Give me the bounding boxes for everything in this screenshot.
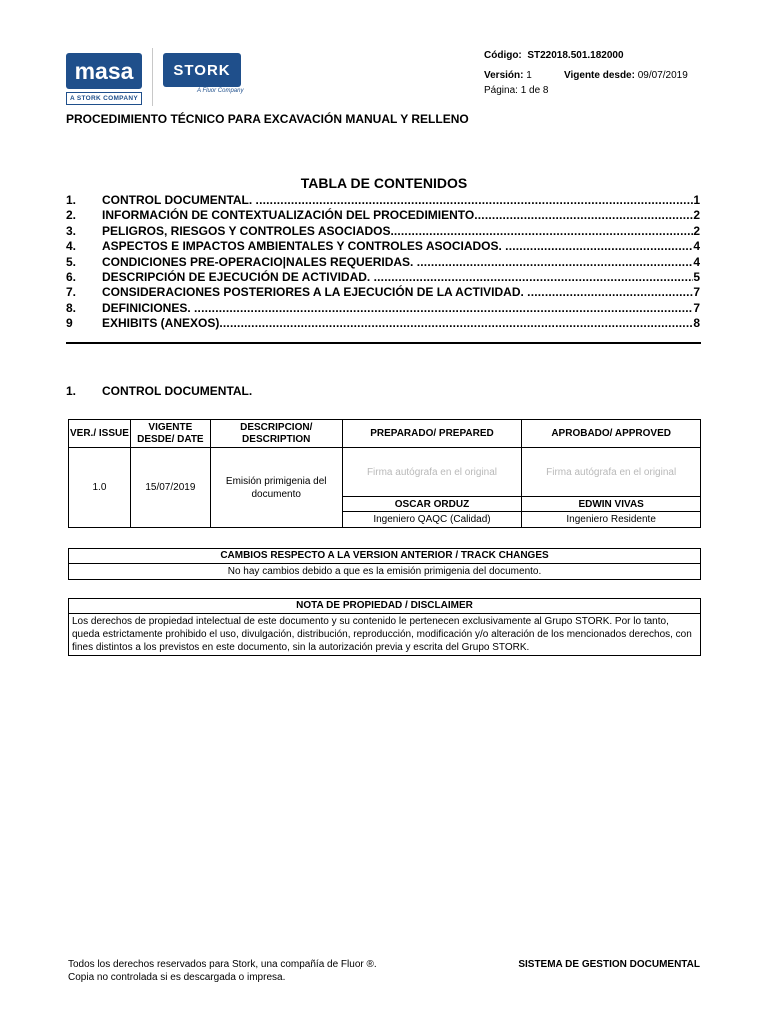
header-vigente: Vigente desde: 09/07/2019 — [564, 70, 688, 81]
header-codigo: Código: ST22018.501.182000 — [484, 50, 624, 61]
signature-preparado: Firma autógrafa en el original — [342, 448, 522, 497]
toc-item[interactable] — [66, 193, 700, 208]
toc-leader-dots — [219, 316, 693, 331]
toc-item-page: 7 — [693, 300, 700, 315]
toc-leader-dots — [194, 301, 693, 316]
track-changes-body: No hay cambios debido a que es la emisión primigenia del documento. — [227, 566, 542, 577]
name-aprobado: EDWIN VIVAS — [522, 497, 701, 512]
toc-title: TABLA DE CONTENIDOS — [300, 175, 468, 191]
toc-item-number: 6. — [66, 269, 77, 284]
toc-item-number: 7. — [66, 285, 77, 300]
toc-item-title: DESCRIPCIÓN DE EJECUCIÓN DE ACTIVIDAD. — [102, 269, 374, 284]
cell-ver: 1.0 — [69, 448, 131, 528]
toc-item[interactable] — [66, 255, 700, 270]
toc-item-page: 8 — [693, 316, 700, 331]
table-of-contents — [66, 193, 700, 332]
toc-item-title: CONDICIONES PRE-OPERACIO|NALES REQUERIDAS. — [102, 254, 417, 269]
toc-leader-dots — [394, 224, 693, 239]
toc-item-number: 2. — [66, 208, 77, 223]
toc-item-title: INFORMACIÓN DE CONTEXTUALIZACIÓN DEL PROCEDIMIENTO — [102, 208, 475, 223]
toc-item-number: 5. — [66, 254, 77, 269]
toc-item-number: 8. — [66, 300, 77, 315]
toc-item-number: 1. — [66, 193, 77, 207]
disclaimer-body: Los derechos de propiedad intelectual de este documento y su contenido le pertenecen exclusivamente al Grupo STORK. Por lo tanto, queda estrictamente prohibido el uso, divulgación, distribución, reproducción, modificación y/o alteración de los mencionados derechos, con fines distintos a los previstos en este documento, sin la autorización previa y escrita del Grupo STORK. — [72, 616, 692, 653]
toc-item[interactable] — [66, 316, 700, 331]
header-aprobado: APROBADO/ APPROVED — [522, 420, 701, 448]
toc-leader-dots — [474, 208, 693, 223]
header-pagina: Página: 1 de 8 — [484, 85, 549, 96]
toc-item-page: 2 — [693, 208, 700, 223]
toc-leader-dots — [256, 193, 694, 208]
divider-line — [66, 342, 701, 344]
disclaimer-title: NOTA DE PROPIEDAD / DISCLAIMER — [69, 599, 700, 614]
footer-system-label: SISTEMA DE GESTION DOCUMENTAL — [518, 959, 700, 970]
toc-item[interactable] — [66, 285, 700, 300]
toc-item-page: 4 — [693, 239, 700, 254]
toc-item[interactable] — [66, 224, 700, 239]
stork-logo-tagline: A Fluor Company — [197, 88, 244, 94]
toc-leader-dots — [417, 255, 694, 270]
toc-item-title: CONTROL DOCUMENTAL. — [102, 193, 256, 207]
toc-item-page: 2 — [693, 223, 700, 238]
toc-item-title: CONSIDERACIONES POSTERIORES A LA EJECUCIÓN DE LA ACTIVIDAD. — [102, 285, 528, 300]
signature-aprobado: Firma autógrafa en el original — [522, 448, 701, 497]
header-preparado: PREPARADO/ PREPARED — [342, 420, 522, 448]
toc-item-title: PELIGROS, RIESGOS Y CONTROLES ASOCIADOS. — [102, 223, 394, 238]
toc-item-number: 4. — [66, 239, 77, 254]
document-title: PROCEDIMIENTO TÉCNICO PARA EXCAVACIÓN MANUAL Y RELLENO — [66, 112, 469, 126]
role-aprobado: Ingeniero Residente — [522, 512, 701, 528]
toc-item[interactable] — [66, 270, 700, 285]
footer-notice: Todos los derechos reservados para Stork, una compañía de Fluor ®. Copia no controlada si es descargada o impresa. — [68, 959, 377, 983]
disclaimer-box — [68, 598, 701, 656]
cell-descripcion: Emisión primigenia del documento — [210, 448, 342, 528]
role-preparado: Ingeniero QAQC (Calidad) — [342, 512, 522, 528]
name-preparado: OSCAR ORDUZ — [342, 497, 522, 512]
toc-leader-dots — [374, 270, 694, 285]
toc-item-page: 4 — [693, 254, 700, 269]
header-descripcion: DESCRIPCION/ DESCRIPTION — [210, 420, 342, 448]
toc-item[interactable] — [66, 208, 700, 223]
stork-logo: STORK — [163, 53, 241, 87]
logo-divider — [152, 48, 153, 106]
cell-fecha: 15/07/2019 — [130, 448, 210, 528]
masa-logo: masa — [66, 53, 142, 89]
toc-item-page: 1 — [693, 193, 700, 207]
control-table — [68, 419, 701, 528]
header-version: Versión: 1 — [484, 70, 532, 81]
header-vigente: VIGENTE DESDE/ DATE — [130, 420, 210, 448]
toc-item-title: ASPECTOS E IMPACTOS AMBIENTALES Y CONTROLES ASOCIADOS. — [102, 239, 506, 254]
track-changes-box — [68, 548, 701, 580]
toc-item-page: 5 — [693, 269, 700, 284]
masa-logo-tagline: A STORK COMPANY — [66, 92, 142, 105]
toc-leader-dots — [527, 285, 693, 300]
toc-item-title: EXHIBITS (ANEXOS) — [102, 316, 220, 331]
toc-item-title: DEFINICIONES. — [102, 300, 195, 315]
toc-item-page: 7 — [693, 285, 700, 300]
toc-item-number: 3. — [66, 223, 77, 238]
toc-item-number: 9 — [66, 316, 73, 331]
toc-leader-dots — [505, 239, 693, 254]
track-changes-title: CAMBIOS RESPECTO A LA VERSION ANTERIOR / TRACK CHANGES — [69, 549, 700, 564]
toc-item[interactable] — [66, 239, 700, 254]
toc-item[interactable] — [66, 301, 700, 316]
section-heading: 1. CONTROL DOCUMENTAL. — [66, 384, 253, 398]
header-ver: VER./ ISSUE — [69, 420, 131, 448]
